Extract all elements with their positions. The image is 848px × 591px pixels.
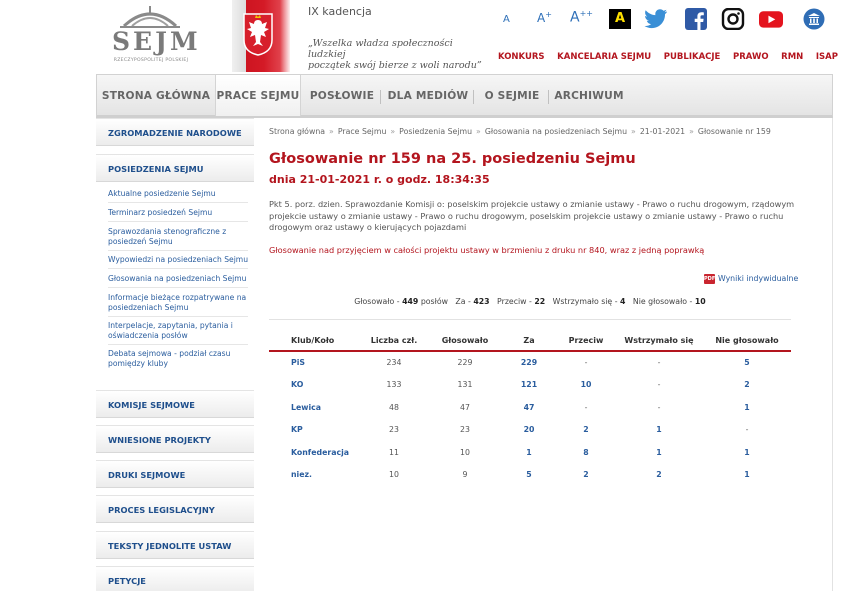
column-header: Przeciw [557,330,615,351]
vote-count-link[interactable]: 229 [520,358,538,368]
sidebar-link-line: posiedzeniach Sejmu [108,303,189,312]
sidebar-head-petycje[interactable]: PETYCJE [96,566,254,591]
club-name-link[interactable]: Konfederacja [291,447,350,457]
vote-count-link[interactable]: 121 [520,380,538,390]
table-header-row [269,330,791,351]
content-border [832,118,833,591]
vote-count-link[interactable]: 1 [526,447,532,457]
summary-nie-glosowalo: 10 [694,297,706,306]
motto-line-1: „Wszelka władza społeczności ludzkiej [308,38,453,60]
club-name-link[interactable]: niez. [291,470,313,480]
font-size-largest-button[interactable]: A++ [570,9,593,26]
table-cell: - [745,425,749,435]
table-row [269,419,791,442]
table-row [269,396,791,419]
breadcrumb: Strona główna » Prace Sejmu » Posiedzenia Sejmu » Głosowania na posiedzeniach Sejmu » 21-01-2021 » Głosowanie nr 159 [269,127,771,136]
instagram-icon[interactable] [721,8,745,30]
vote-count-link[interactable]: 10 [580,380,592,390]
sejm-dome-icon [118,6,182,28]
sidebar-separator [108,344,248,345]
vote-count-link[interactable]: 1 [656,425,662,435]
column-header: Wstrzymało się [615,330,703,351]
vote-count-link[interactable]: 2 [583,470,589,480]
term-label: IX kadencja [308,5,372,18]
column-header: Liczba czł. [359,330,429,351]
vote-count-link[interactable]: 5 [744,358,750,368]
sidebar-head-zgromadzenie[interactable]: ZGROMADZENIE NARODOWE [96,118,254,146]
sidebar-link-debata[interactable] [108,349,248,369]
sidebar-separator [108,221,248,222]
breadcrumb-item[interactable]: Głosowania na posiedzeniach Sejmu [484,127,628,136]
vote-count-link[interactable]: 2 [583,425,589,435]
table-cell: - [657,402,661,412]
vote-count-link[interactable]: 1 [744,402,750,412]
nav-o-sejmie[interactable]: O SEJMIE [484,90,540,102]
sidebar-link-glosowania[interactable]: Głosowania na posiedzeniach Sejmu [108,274,247,283]
table-cell: - [657,380,661,390]
sidebar-head-proces[interactable]: PROCES LEGISLACYJNY [96,495,254,523]
nav-separator [473,90,474,104]
vote-count-link[interactable]: 2 [656,470,662,480]
site-header [0,0,848,74]
sidebar-link-aktualne[interactable]: Aktualne posiedzenie Sejmu [108,189,216,198]
table-cell: 23 [460,425,470,435]
page-subtitle: dnia 21-01-2021 r. o godz. 18:34:35 [269,173,490,186]
breadcrumb-current: Głosowanie nr 159 [697,127,771,136]
nav-prace-sejmu[interactable]: PRACE SEJMU [215,75,301,116]
vote-summary: Głosowało - 449 posłów Za - 423 Przeciw - 22 Wstrzymało się - 4 Nie głosowało - 10 [354,297,706,306]
sidebar-link-line: Interpelacje, zapytania, pytania i [108,321,233,330]
toplink-kancelaria[interactable]: KANCELARIA SEJMU [557,52,652,62]
sidebar-separator [108,287,248,288]
sidebar-link-line: posiedzeń Sejmu [108,237,173,246]
top-links [498,52,838,62]
summary-voted: 449 [402,297,419,306]
sidebar-separator [108,202,248,203]
sidebar-link-line: Debata sejmowa - podział czasu [108,349,231,358]
nav-dla-mediow[interactable]: DLA MEDIÓW [387,90,469,102]
breadcrumb-item[interactable]: Posiedzenia Sejmu [399,127,473,136]
sidebar-head-posiedzenia[interactable]: POSIEDZENIA SEJMU [96,154,254,182]
table-cell: 234 [386,358,402,368]
table-cell: - [657,358,661,368]
sidebar-head-teksty[interactable]: TEKSTY JEDNOLITE USTAW [96,531,254,559]
breadcrumb-item[interactable]: Strona główna [269,127,326,136]
toplink-publikacje[interactable]: PUBLIKACJE [663,52,721,62]
summary-przeciw: 22 [534,297,546,306]
breadcrumb-item[interactable]: 21-01-2021 [639,127,686,136]
sidebar-head-komisje[interactable]: KOMISJE SEJMOWE [96,390,254,418]
nav-strona-glowna[interactable]: STRONA GŁÓWNA [101,90,211,102]
table-row [269,351,791,374]
sidebar-link-line: Sprawozdania stenograficzne z [108,227,227,236]
sidebar [96,118,254,591]
summary-za: 423 [473,297,490,306]
club-name-link[interactable]: KO [291,380,304,390]
table-cell: 10 [460,447,470,457]
table-row [269,441,791,464]
sidebar-link-line: Informacje bieżące rozpatrywane na [108,293,247,302]
twitter-icon[interactable] [644,8,668,30]
table-cell: 11 [389,447,399,457]
table-row [269,464,791,487]
table-cell: 47 [460,402,470,412]
vote-count-link[interactable]: 20 [523,425,535,435]
toplink-konkurs[interactable]: KONKURS [498,52,545,62]
font-size-normal-button[interactable]: A [503,14,510,25]
sidebar-link-interpelacje[interactable] [108,321,248,341]
sidebar-link-wypowiedzi[interactable]: Wypowiedzi na posiedzeniach Sejmu [108,255,249,264]
sidebar-separator [108,268,248,269]
individual-results-link[interactable] [704,274,798,284]
table-row [269,374,791,397]
sidebar-head-projekty[interactable]: WNIESIONE PROJEKTY [96,425,254,453]
sidebar-link-line: oświadczenia posłów [108,331,188,340]
pdf-icon: PDF [704,276,716,282]
vote-count-link[interactable]: 1 [744,447,750,457]
sejm-logo[interactable] [112,6,201,66]
vote-subject: Głosowanie nad przyjęciem w całości projektu ustawy w brzmieniu z druku nr 840, wraz z jedną poprawką [269,245,705,255]
table-body [269,351,791,486]
club-results-table [269,330,791,486]
divider [269,319,791,320]
motto-line-2: początek swój bierze z woli narodu” [308,60,482,71]
table-cell: 10 [389,470,399,480]
club-name-link[interactable]: Lewica [291,402,322,412]
facebook-icon[interactable] [684,8,708,30]
vote-count-link[interactable]: 1 [744,470,750,480]
summary-wstrzymalo: 4 [620,297,626,306]
vote-count-link[interactable]: 8 [583,447,589,457]
nav-separator [380,90,381,104]
table-cell: 229 [457,358,473,368]
toplink-isap[interactable]: ISAP [815,52,838,62]
vote-description: Pkt 5. porz. dzien. Sprawozdanie Komisji o: poselskim projekcie ustawy o zmianie ustawy - Prawo o ruchu drogowym, rządowym projekcie ustawy o zmianie ustawy - Prawo o ruchu drogowym, poselskim projekcie ustawy o zmianie ustawy - Prawo o ruchu drogowym oraz ustawy o kierujących pojazdami [269,199,795,232]
main-nav [96,74,833,118]
sidebar-separator [108,316,248,317]
table-cell: 9 [462,470,468,480]
toplink-prawo[interactable]: PRAWO [732,52,769,62]
column-header: Za [501,330,557,351]
font-size-larger-button[interactable]: A+ [537,10,552,25]
column-header: Nie głosowało [703,330,791,351]
sidebar-head-druki[interactable]: DRUKI SEJMOWE [96,460,254,488]
breadcrumb-item[interactable]: Prace Sejmu [337,127,387,136]
logo-subtitle: RZECZYPOSPOLITEJ POLSKIEJ [113,58,189,63]
vote-count-link[interactable]: 1 [656,447,662,457]
vote-count-link[interactable]: 5 [526,470,532,480]
page-title: Głosowanie nr 159 na 25. posiedzeniu Sejmu [269,151,636,167]
nav-archiwum[interactable]: ARCHIWUM [554,90,624,102]
sidebar-separator [108,250,248,251]
logo-word: SEJM [112,27,201,56]
individual-results-label: Wyniki indywidualne [718,274,799,283]
nav-separator [548,90,549,104]
vote-count-link[interactable]: 47 [523,402,535,412]
nav-poslowie[interactable]: POSŁOWIE [309,90,375,102]
club-name-link[interactable]: KP [291,425,303,435]
institution-icon[interactable] [802,8,826,30]
table-cell: 48 [389,402,399,412]
column-header: Głosowało [429,330,501,351]
vote-count-link[interactable]: 2 [744,380,750,390]
motto [308,38,488,71]
column-header: Klub/Koło [269,330,359,351]
table-cell: 131 [457,380,473,390]
table-cell: 133 [386,380,402,390]
sidebar-link-terminarz[interactable]: Terminarz posiedzeń Sejmu [108,208,213,217]
eagle-emblem-icon [241,12,275,56]
sidebar-link-line: pomiędzy kluby [108,359,168,368]
sidebar-link-sprawozdania[interactable] [108,227,248,247]
table-cell: - [584,358,588,368]
table-cell: 23 [389,425,399,435]
club-name-link[interactable]: PiS [291,358,306,368]
high-contrast-button[interactable]: A [609,9,631,29]
youtube-icon[interactable] [759,8,783,30]
toplink-rmn[interactable]: RMN [781,52,804,62]
sidebar-link-informacje[interactable] [108,293,248,313]
table-cell: - [584,402,588,412]
